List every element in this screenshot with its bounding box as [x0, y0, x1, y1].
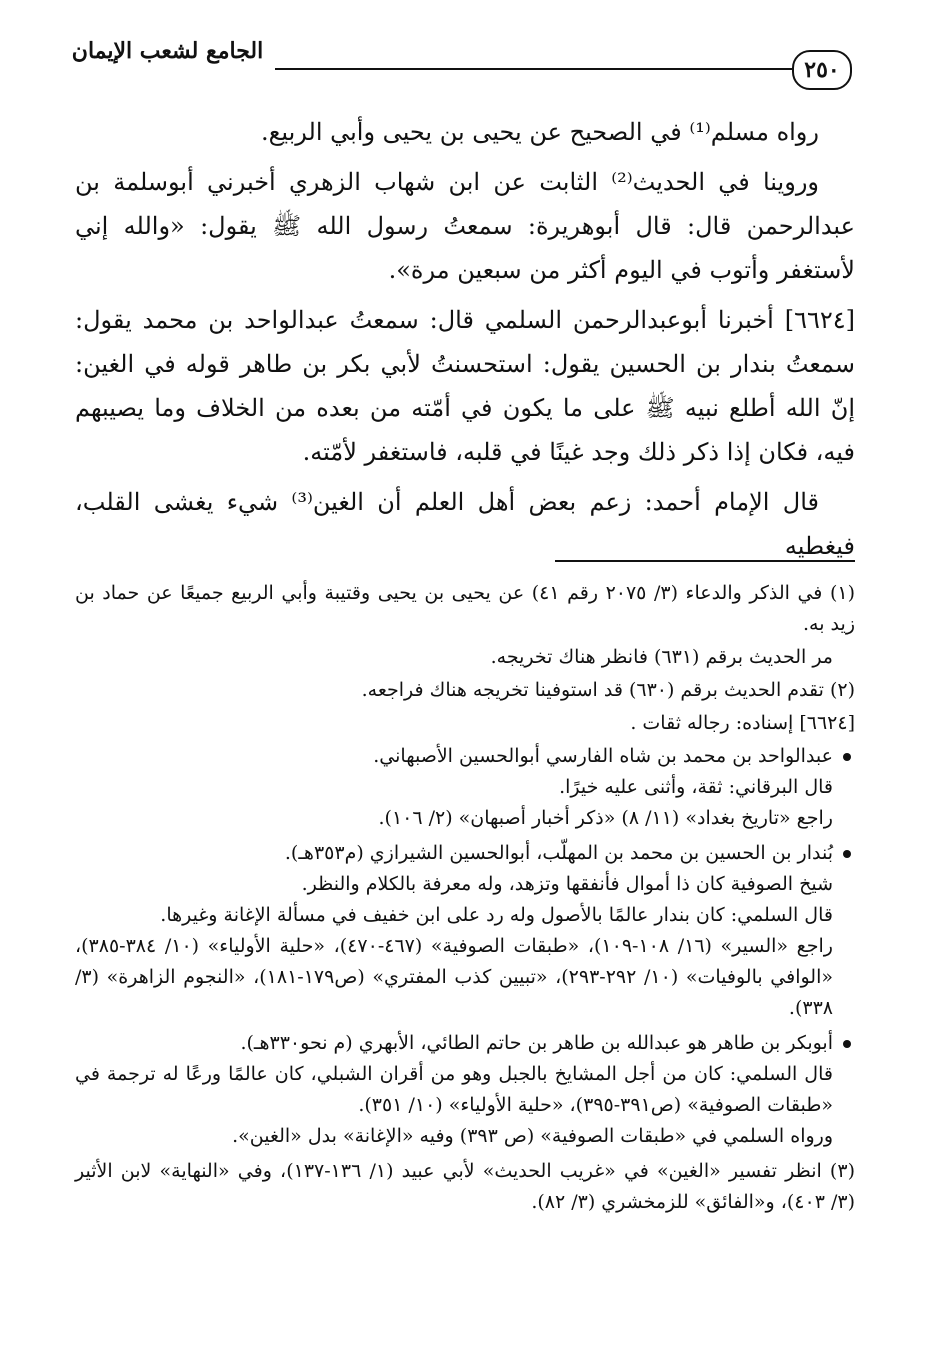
bullet-icon: [843, 753, 851, 761]
paragraph-1: رواه مسلم⁽¹⁾ في الصحيح عن يحيى بن يحيى وأبي الربيع.: [260, 118, 819, 146]
bullet-icon: [843, 1040, 851, 1048]
footnote-3: (٣) انظر تفسير «الغين» في «غريب الحديث» لأبي عبيد (١/ ١٣٦-١٣٧)، وفي «النهاية» لابن الأثير (٣/ ٤٠٣)، و«الفائق» للزمخشري (٣/ ٨٢).: [75, 1160, 855, 1213]
isnad-note: [٦٦٢٤] إسناده: رجاله ثقات .: [630, 712, 855, 734]
narrator-entry: [75, 1028, 855, 1059]
narrator-detail: راجع «تاريخ بغداد» (١١/ ٨) «ذكر أخبار أصبهان» (٢/ ١٠٦).: [378, 807, 833, 829]
narrator-detail: قال السلمي: كان من أجل المشايخ بالجبل وهو من أقران الشبلي، كان عالمًا ورعًا له ترجمة في «طبقات الصوفية» (ص٣٩١-٣٩٥)، «حلية الأولياء» (١٠/ ٣٥١).: [75, 1063, 833, 1116]
narrator-entry: [75, 741, 855, 772]
footnote-1-continuation: مر الحديث برقم (٦٣١) فانظر هناك تخريجه.: [490, 646, 833, 668]
paragraph-3: [٦٦٢٤] أخبرنا أبوعبدالرحمن السلمي قال: سمعتُ عبدالواحد بن محمد يقول: سمعتُ بندار بن الحسين يقول: استحسنتُ لأبي بكر بن طاهر قوله في الغين: إنّ الله أطلع نبيه ﷺ على ما يكون في أمّته من بعده من الخلاف وما يصيبهم فيه، فكان إذا ذكر ذلك وجد غينًا في قلبه، فاستغفر لأمّته.: [75, 306, 856, 466]
footnote-separator: [555, 560, 855, 562]
narrator-detail: قال البرقاني: ثقة، وأثنى عليه خيرًا.: [559, 776, 833, 798]
narrator-detail: شيخ الصوفية كان ذا أموال فأنفقها وتزهد، وله معرفة بالكلام والنظر.: [301, 873, 833, 895]
narrator-name: بُندار بن الحسين بن محمد بن المهلّب، أبوالحسين الشيرازي (م٣٥٣هـ).: [284, 842, 833, 864]
narrator-detail: راجع «السير» (١٦/ ١٠٨-١٠٩)، «طبقات الصوفية» (٤٦٧-٤٧٠)، «حلية الأولياء» (١٠/ ٣٨٤-٣٨٥)، «الوافي بالوفيات» (١٠/ ٢٩٢-٢٩٣)، «تبيين كذب المفتري» (ص١٧٩-١٨١)، «النجوم الزاهرة» (٣/ ٣٣٨).: [75, 935, 833, 1019]
narrator-detail: قال السلمي: كان بندار عالمًا بالأصول وله رد على ابن خفيف في مسألة الإغانة وغيرها.: [160, 904, 833, 926]
narrator-name: أبوبكر بن طاهر هو عبدالله بن طاهر بن حاتم الطائي، الأبهري (م نحو٣٣٠هـ).: [240, 1032, 833, 1054]
footnote-1: (١) في الذكر والدعاء (٣/ ٢٠٧٥ رقم ٤١) عن يحيى بن يحيى وقتيبة وأبي الربيع جميعًا عن حماد بن زيد به.: [75, 582, 855, 635]
running-header-title: الجامع لشعب الإيمان: [71, 38, 264, 64]
paragraph-2: وروينا في الحديث⁽²⁾ الثابت عن ابن شهاب الزهري أخبرني أبوسلمة بن عبدالرحمن قال: قال أبوهريرة: سمعتُ رسول الله ﷺ يقول: «والله إني لأستغفر وأتوب في اليوم أكثر من سبعين مرة».: [75, 168, 855, 284]
paragraph-4: قال الإمام أحمد: زعم بعض أهل العلم أن الغين⁽³⁾ شيء يغشى القلب، فيغطيه: [75, 488, 855, 560]
page-number-badge: ٢٥٠: [792, 50, 852, 90]
bullet-icon: [843, 850, 851, 858]
narrator-detail: ورواه السلمي في «طبقات الصوفية» (ص ٣٩٣) وفيه «الإغانة» بدل «الغين».: [232, 1125, 833, 1147]
footnote-2: (٢) تقدم الحديث برقم (٦٣٠) قد استوفينا تخريجه هناك فراجعه.: [361, 679, 855, 701]
header-rule: [275, 68, 792, 70]
footnotes: [75, 578, 855, 1220]
narrator-entry: [75, 838, 855, 869]
main-text: [75, 110, 855, 574]
narrator-name: عبدالواحد بن محمد بن شاه الفارسي أبوالحسين الأصبهاني.: [373, 745, 833, 767]
